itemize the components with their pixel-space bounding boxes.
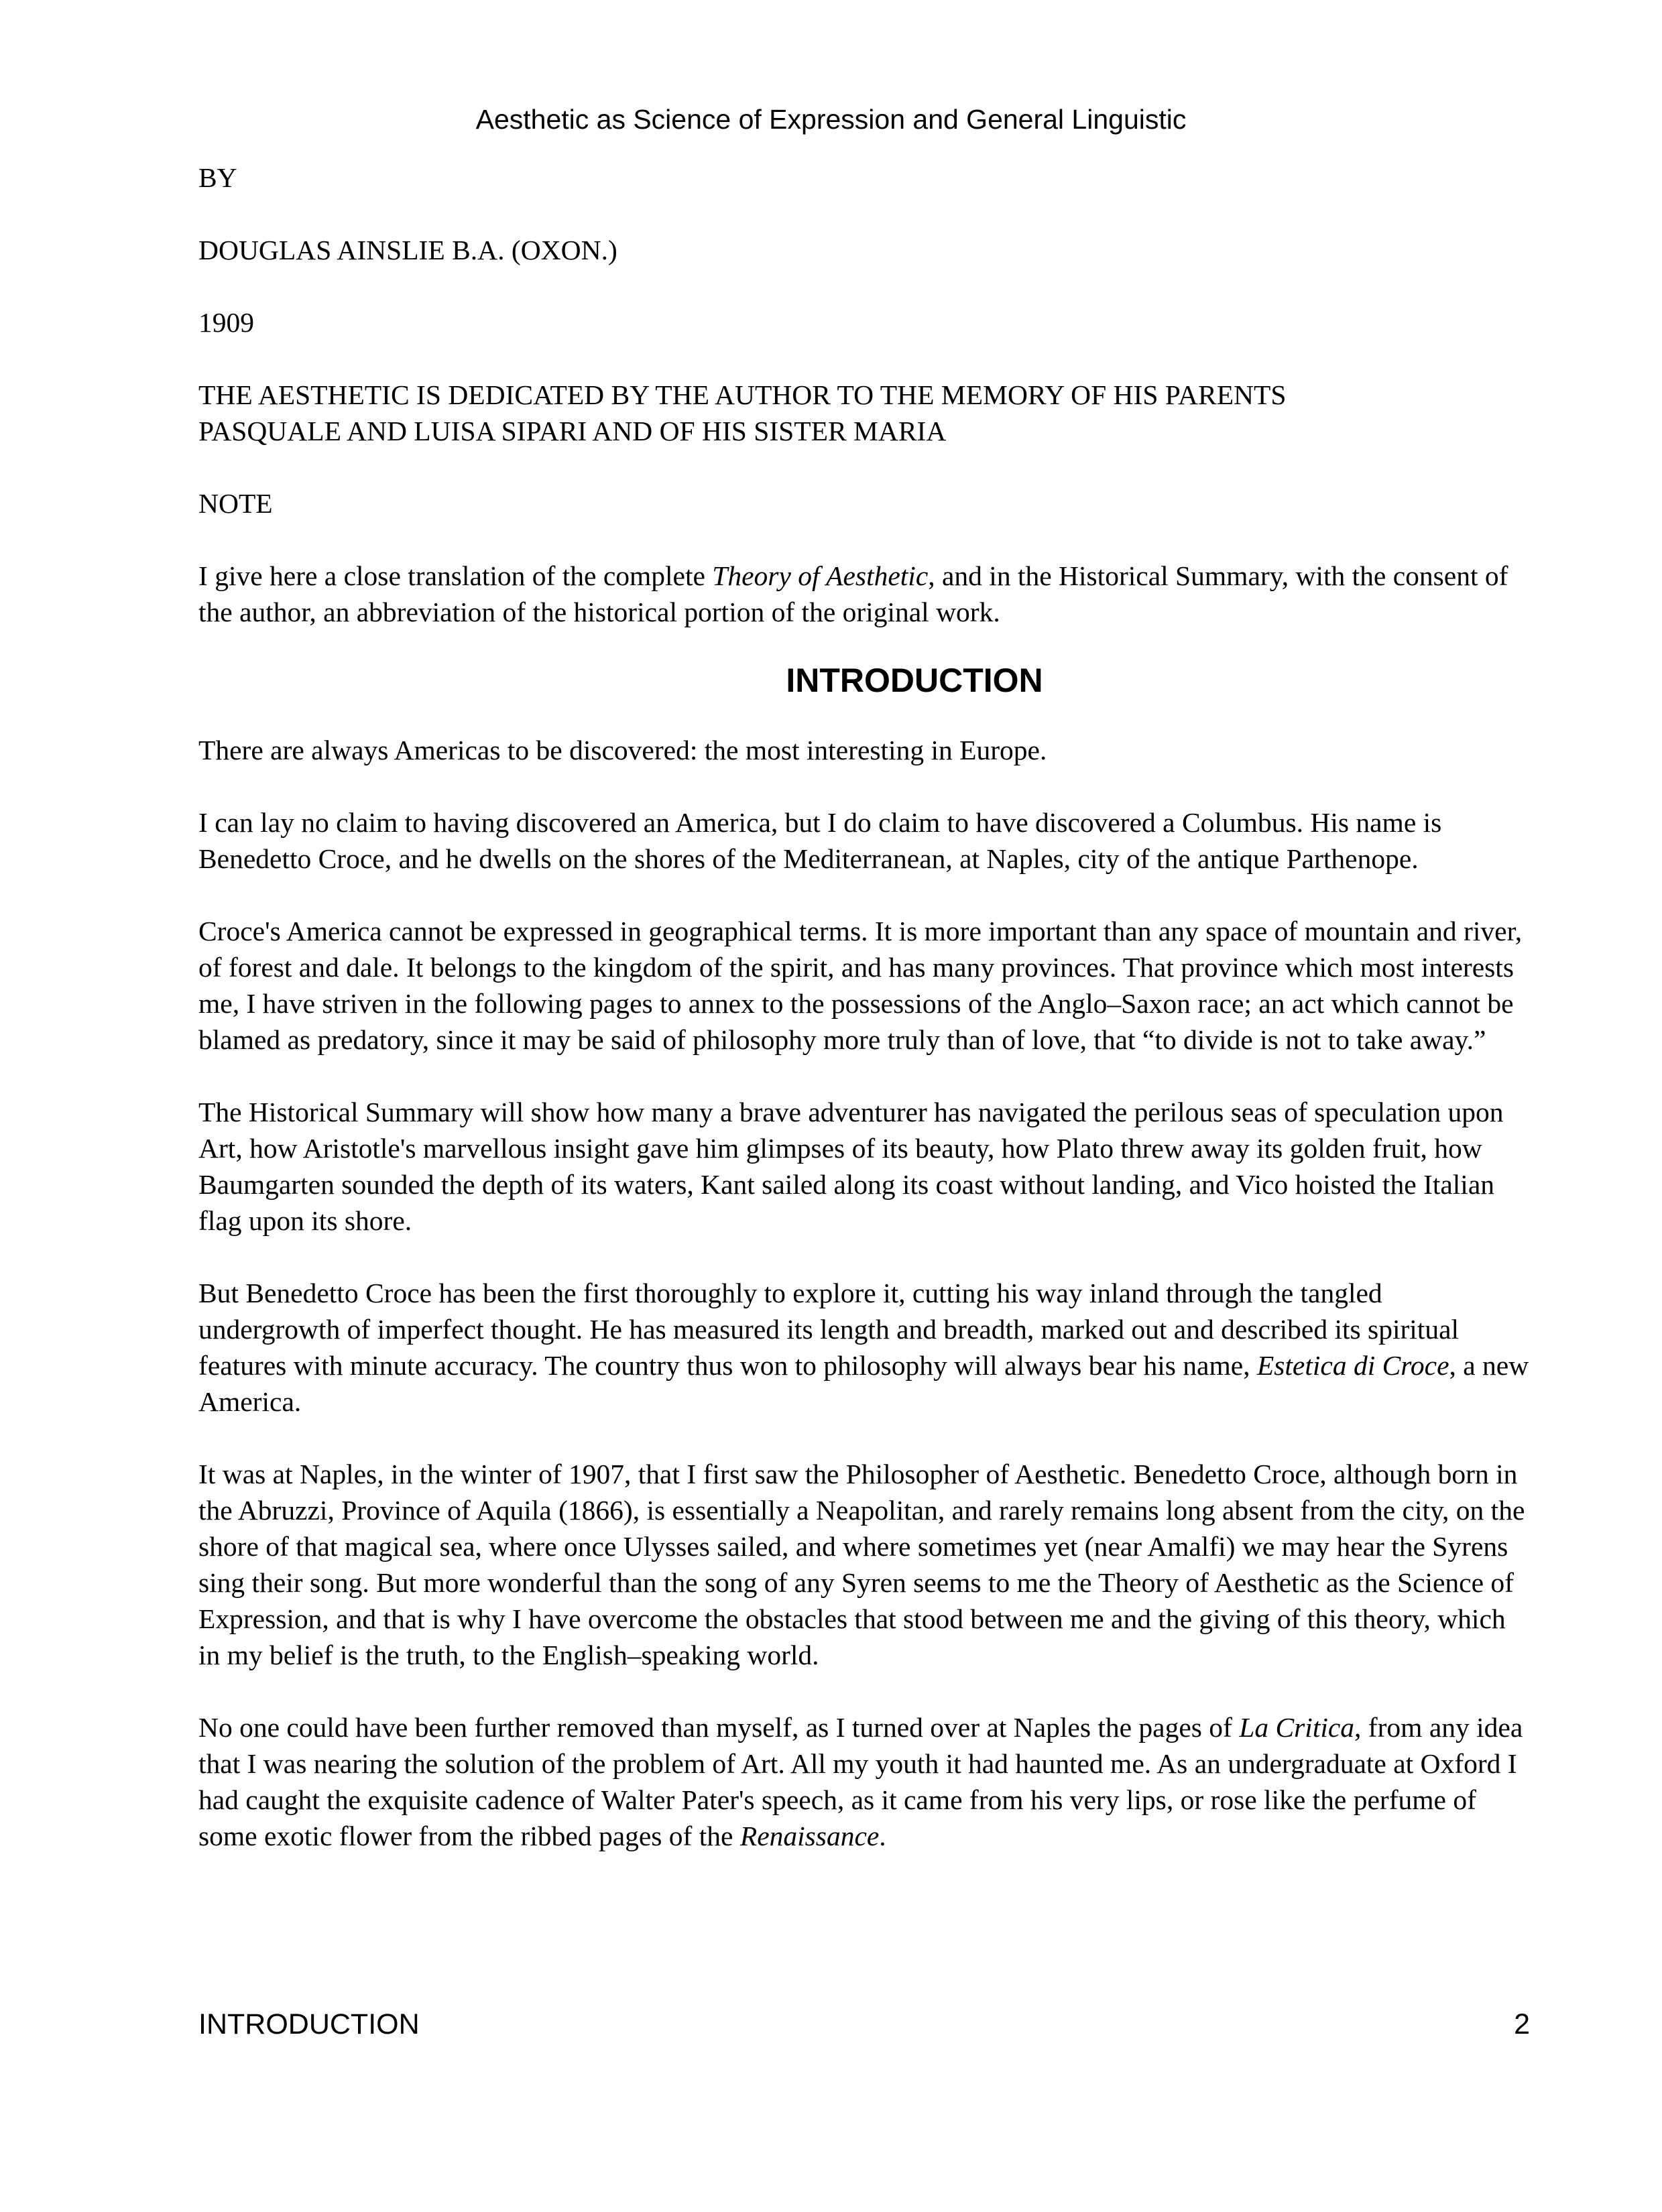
paragraph-5-text: But Benedetto Croce has been the first thoroughly to explore it, cutting his way inland through the tangled undergrowth of imperfect thought. He has measured its length and breadth, marked out and described its spiritual features with minute accuracy. The country thus won to philosophy will always bear his name, bbox=[198, 1278, 1460, 1381]
paragraph-7-text-mid: , from any idea that I was nearing the solution of the problem of Art. All my youth it had haunted me. As an undergraduate at Oxford I had caught the exquisite cadence of Walter Pater's speech, as it came from his very lips, or rose like the perfume of some exotic flower from the ribbed pages of the bbox=[198, 1712, 1523, 1851]
paragraph-7 bbox=[198, 1709, 1530, 1854]
section-heading: INTRODUCTION bbox=[786, 662, 1043, 699]
paragraph-7-text-end: . bbox=[879, 1821, 886, 1851]
author-name: DOUGLAS AINSLIE B.A. (OXON.) bbox=[198, 235, 617, 265]
footer-section-title: INTRODUCTION bbox=[198, 2008, 420, 2040]
paragraph-7-italic-critica: La Critica bbox=[1239, 1712, 1355, 1743]
note-text: I give here a close translation of the complete bbox=[198, 560, 713, 591]
byline-label: BY bbox=[198, 162, 237, 193]
paragraph-3: Croce's America cannot be expressed in geographical terms. It is more important than any space of mountain and river, of forest and dale. It belongs to the kingdom of the spirit, and has many provinces. That province which most interests me, I have striven in the following pages to annex to the possessions of the Anglo–Saxon race; an act which cannot be blamed as predatory, since it may be said of philosophy more truly than of love, that “to divide is not to take away.” bbox=[198, 916, 1523, 1055]
paragraph-2: I can lay no claim to having discovered an America, but I do claim to have discovered a Columbus. His name is Benedetto Croce, and he dwells on the shores of the Mediterranean, at Naples, city of the antique Parthenope. bbox=[198, 807, 1442, 874]
note-label: NOTE bbox=[198, 488, 273, 519]
paragraph-7-text: No one could have been further removed than myself, as I turned over at Naples the pages of bbox=[198, 1712, 1240, 1743]
note-text-end: , and in the Historical Summary, with the consent of the author, an abbreviation of the historical portion of the original work. bbox=[198, 560, 1508, 627]
page-body bbox=[198, 160, 1530, 1854]
dedication bbox=[198, 377, 1530, 449]
publication-year: 1909 bbox=[198, 307, 254, 338]
paragraph-6: It was at Naples, in the winter of 1907, that I first saw the Philosopher of Aesthetic. Benedetto Croce, although born in the Abruzzi, Province of Aquila (1866), is essentially a Neapolitan, and rarely remains long absent from the city, on the shore of that magical sea, where once Ulysses sailed, and where sometimes yet (near Amalfi) we may hear the Syrens sing their song. But more wonderful than the song of any Syren seems to me the Theory of Aesthetic as the Science of Expression, and that is why I have overcome the obstacles that stood between me and the giving of this theory, which in my belief is the truth, to the English–speaking world. bbox=[198, 1459, 1525, 1670]
paragraph-1: There are always Americas to be discovered: the most interesting in Europe. bbox=[198, 735, 1047, 765]
dedication-line-1: THE AESTHETIC IS DEDICATED BY THE AUTHOR TO THE MEMORY OF HIS PARENTS bbox=[198, 379, 1287, 410]
paragraph-4: The Historical Summary will show how many a brave adventurer has navigated the perilous seas of speculation upon Art, how Aristotle's marvellous insight gave him glimpses of its beauty, how Plato threw away its golden fruit, how Baumgarten sounded the depth of its waters, Kant sailed along its coast without landing, and Vico hoisted the Italian flag upon its shore. bbox=[198, 1097, 1504, 1236]
paragraph-7-italic-renaissance: Renaissance bbox=[739, 1821, 880, 1851]
running-head: Aesthetic as Science of Expression and General Linguistic bbox=[475, 104, 1187, 135]
note-paragraph bbox=[198, 558, 1530, 630]
paragraph-5-italic: Estetica di Croce bbox=[1256, 1350, 1449, 1381]
paragraph-5 bbox=[198, 1275, 1530, 1420]
note-title-italic: Theory of Aesthetic bbox=[712, 560, 929, 591]
page-number: 2 bbox=[1514, 2008, 1530, 2040]
paragraph-5-text-end: , a new America. bbox=[198, 1350, 1529, 1417]
dedication-line-2: PASQUALE AND LUISA SIPARI AND OF HIS SISTER MARIA bbox=[198, 416, 947, 446]
